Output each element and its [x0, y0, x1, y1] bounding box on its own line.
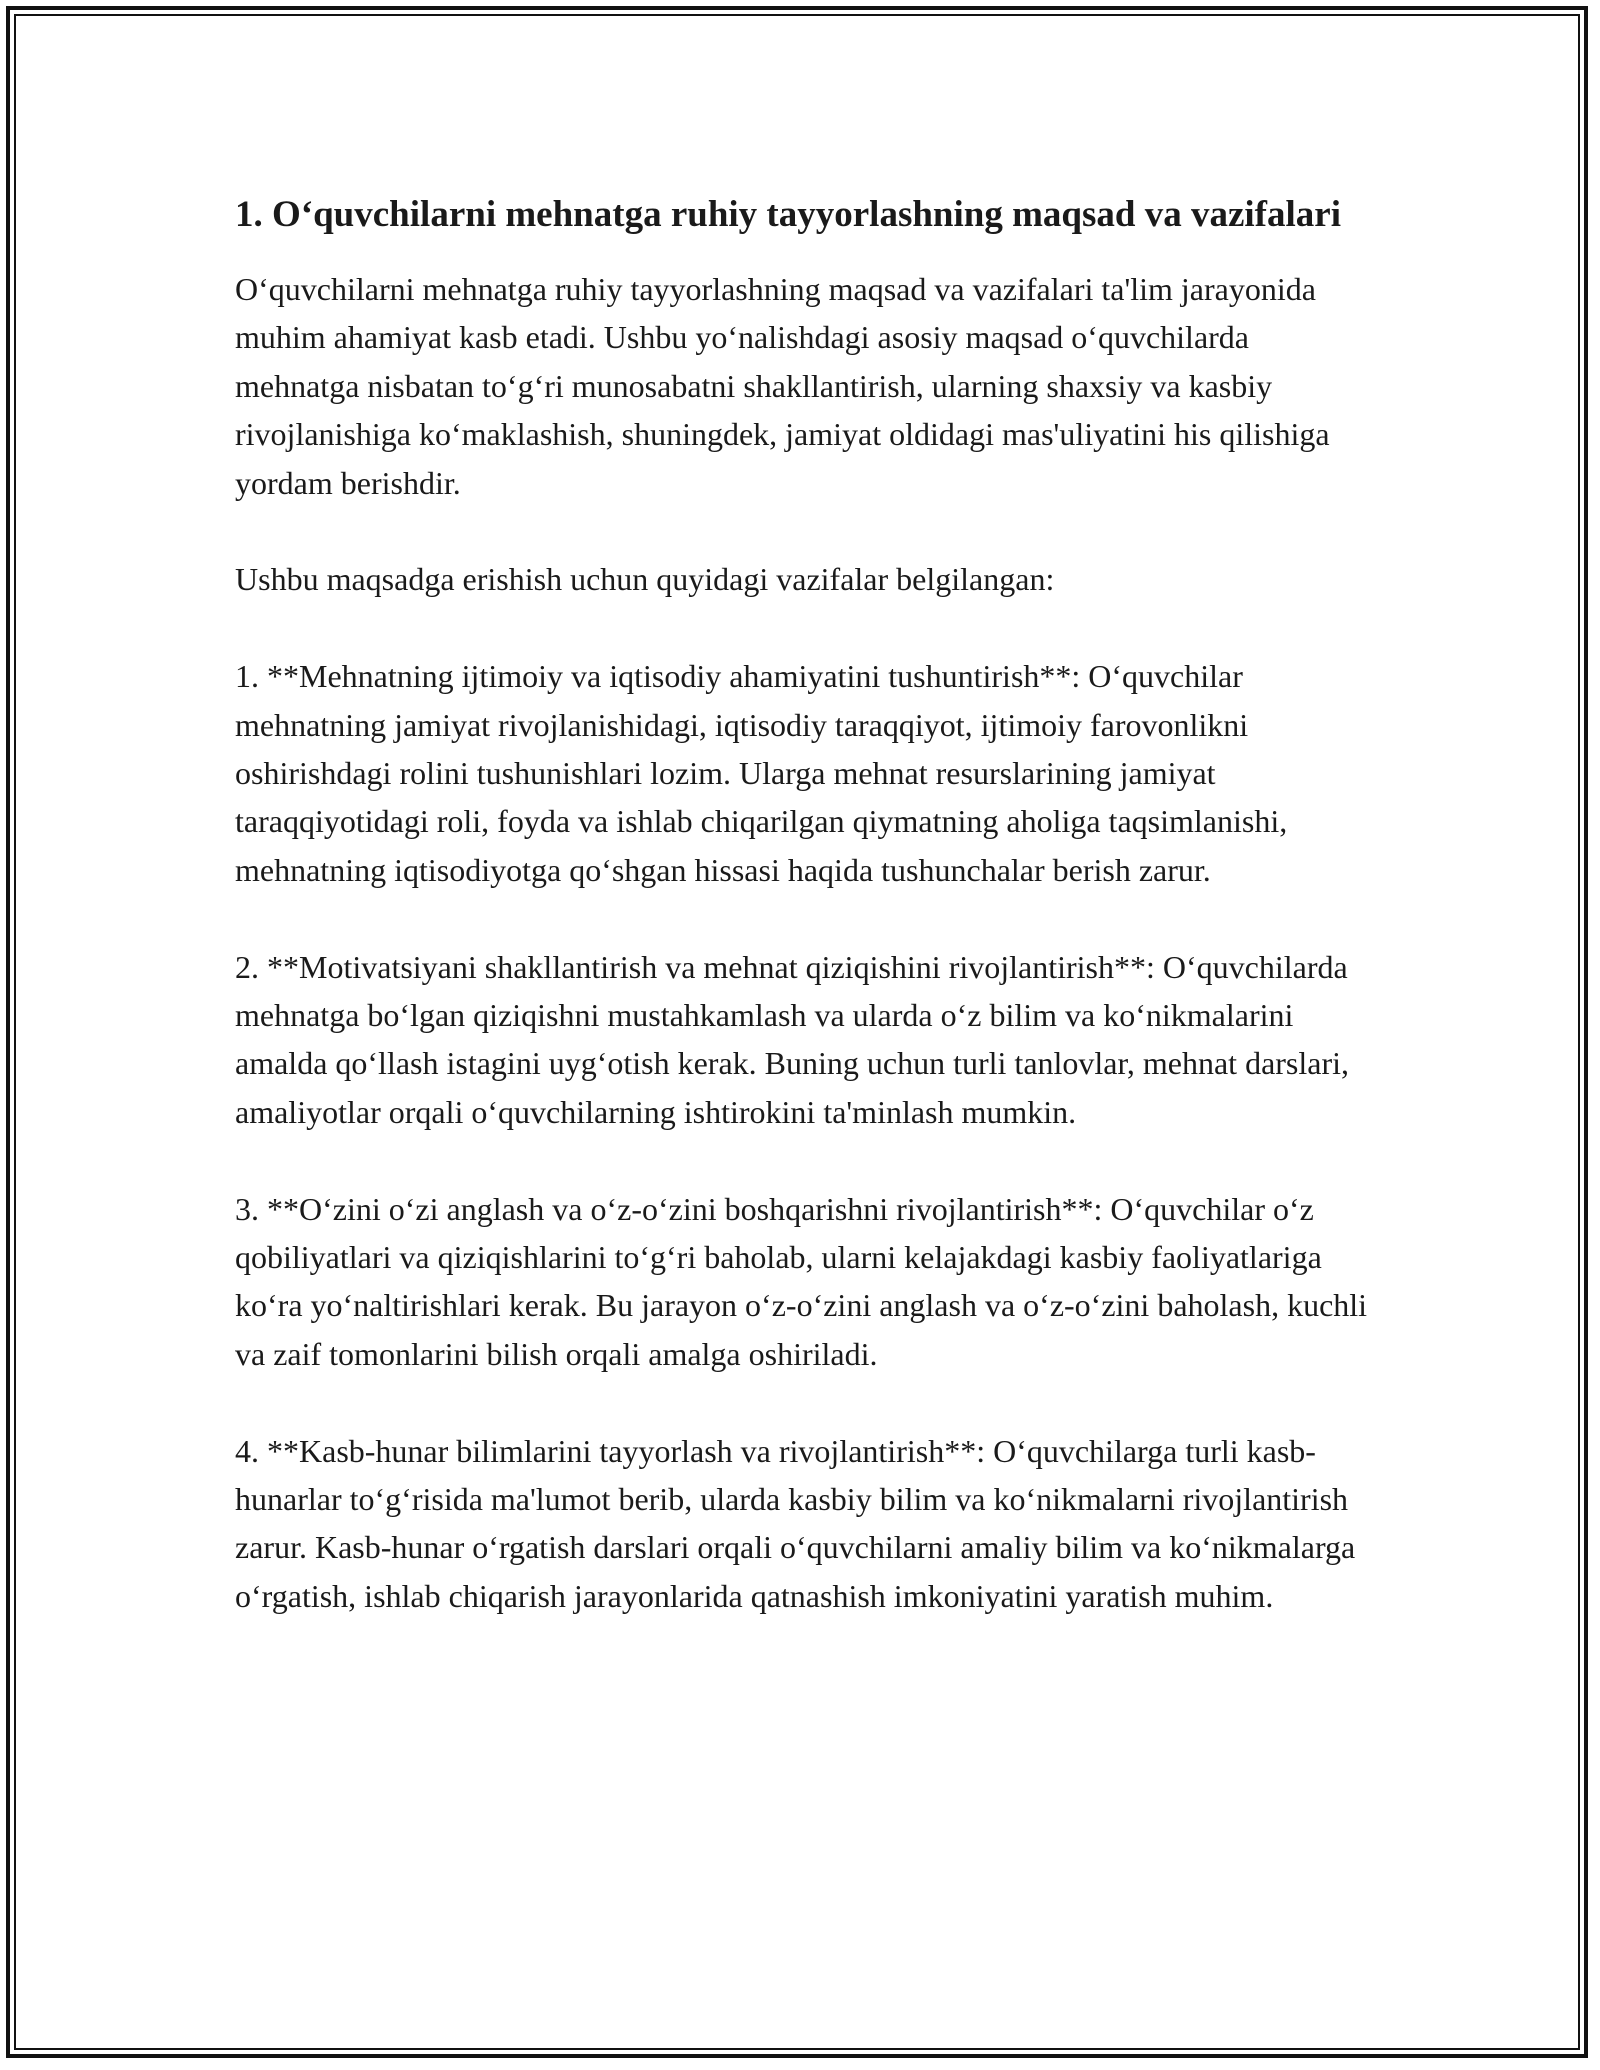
paragraph-task-1: 1. **Mehnatning ijtimoiy va iqtisodiy ahamiyatini tushuntirish**: O‘quvchilar mehnatning jamiyat rivojlanishidagi, iqtisodiy taraqqiyot, ijtimoiy farovonlikni oshirishdagi rolini tushunishlari lozim. Ularga mehnat resurslarining jamiyat taraqqiyotidagi roli, foyda va ishlab chiqarilgan qiymatning aholiga taqsimlanishi, mehnatning iqtisodiyotga qo‘shgan hissasi haqida tushunchalar berish zarur. — [235, 658, 1288, 888]
paragraph-task-3: 3. **O‘zini o‘zi anglash va o‘z-o‘zini boshqarishni rivojlantirish**: O‘quvchilar o‘z qobiliyatlari va qiziqishlarini to‘g‘ri baholab, ularni kelajakdagi kasbiy faoliyatlariga ko‘ra yo‘naltirishlari kerak. Bu jarayon o‘z-o‘zini anglash va o‘z-o‘zini baholash, kuchli va zaif tomonlarini bilish orqali amalga oshiriladi. — [235, 1190, 1368, 1372]
document-title: 1. O‘quvchilarni mehnatga ruhiy tayyorlashning maqsad va vazifalari — [235, 194, 1341, 235]
paragraph-task-2: 2. **Motivatsiyani shakllantirish va mehnat qiziqishini rivojlantirish**: O‘quvchilarda mehnatga bo‘lgan qiziqishni mustahkamlash va ularda o‘z bilim va ko‘nikmalarini amalda qo‘llash istagini uyg‘otish kerak. Buning uchun turli tanlovlar, mehnat darslari, amaliyotlar orqali o‘quvchilarning ishtirokini ta'minlash mumkin. — [235, 948, 1350, 1130]
paragraph-tasks-lead: Ushbu maqsadga erishish uchun quyidagi vazifalar belgilangan: — [235, 561, 1055, 598]
paragraph-task-4: 4. **Kasb-hunar bilimlarini tayyorlash va rivojlantirish**: O‘quvchilarga turli kasb-hunarlar to‘g‘risida ma'lumot berib, ularda kasbiy bilim va ko‘nikmalarni rivojlantirish zarur. Kasb-hunar o‘rgatish darslari orqali o‘quvchilarni amaliy bilim va ko‘nikmalarga o‘rgatish, ishlab chiqarish jarayonlarida qatnashish imkoniyatini yaratish muhim. — [235, 1432, 1356, 1614]
document-page — [235, 188, 1375, 1669]
paragraph-intro: O‘quvchilarni mehnatga ruhiy tayyorlashning maqsad va vazifalari ta'lim jarayonida muhim ahamiyat kasb etadi. Ushbu yo‘nalishdagi asosiy maqsad o‘quvchilarda mehnatga nisbatan to‘g‘ri munosabatni shakllantirish, ularning shaxsiy va kasbiy rivojlanishiga ko‘maklashish, shuningdek, jamiyat oldidagi mas'uliyatini his qilishiga yordam berishdir. — [235, 271, 1330, 501]
